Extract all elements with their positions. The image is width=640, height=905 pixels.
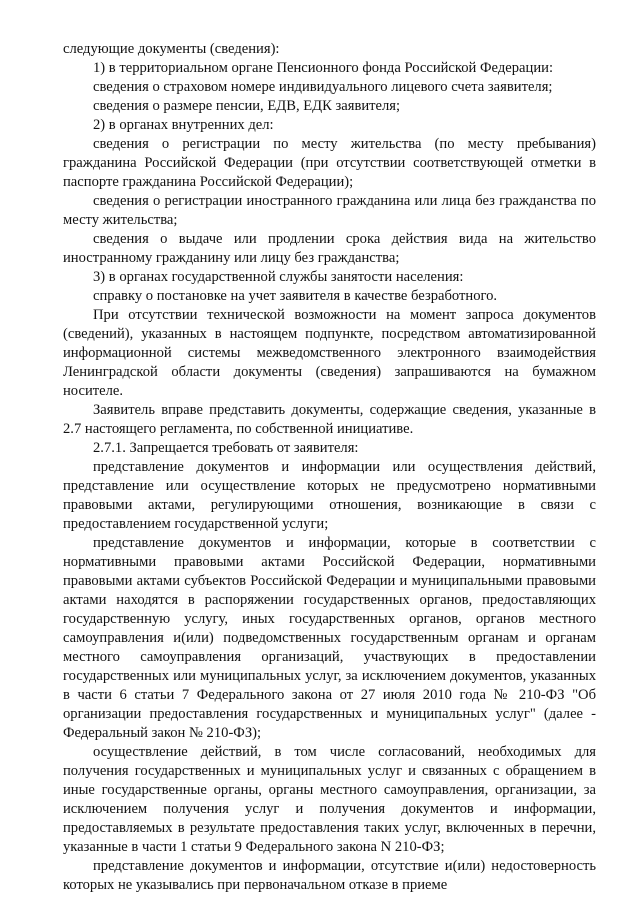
paragraph-prohibition-2: представление документов и информации, которые в соответствии с нормативными правовыми актами Российской Федерации, нормативными правовыми актами субъектов Российской Федерации и муниципальными правовыми актами находятся в распоряжении государственных органов, предоставляющих государственную услугу, иных государственных органов, органов местного самоуправления и(или) подведомственных государственным органам и органам местного самоуправления организаций, участвующих в предоставлении государственных или муниципальных услуг, за исключением документов, указанных в части 6 статьи 7 Федерального закона от 27 июля 2010 года № 210-ФЗ "Об организации предоставления государственных и муниципальных услуг" (далее - Федеральный закон № 210-ФЗ);: [63, 535, 596, 741]
paragraph-registration-foreign: сведения о регистрации иностранного гражданина или лица без гражданства по месту жительства;: [63, 193, 596, 228]
paragraph-unemployed-certificate: справку о постановке на учет заявителя в качестве безработного.: [93, 288, 498, 304]
paragraph-own-initiative: Заявитель вправе представить документы, содержащие сведения, указанные в 2.7 настоящего регламента, по собственной инициативе.: [63, 402, 596, 437]
paragraph-paper-request: При отсутствии технической возможности на момент запроса документов (сведений), указанных в настоящем подпункте, посредством автоматизированной информационной системы межведомственного электронного взаимодействия Ленинградской области документы (сведения) запрашиваются на бумажном носителе.: [63, 307, 596, 399]
paragraph-snils: сведения о страховом номере индивидуального лицевого счета заявителя;: [93, 79, 553, 95]
paragraph-section-2-7-1: 2.7.1. Запрещается требовать от заявителя:: [93, 440, 359, 456]
paragraph-residence-permit: сведения о выдаче или продлении срока действия вида на жительство иностранному гражданину или лицу без гражданства;: [63, 231, 596, 266]
paragraph-prohibition-3: осуществление действий, в том числе согласований, необходимых для получения государственных и муниципальных услуг и связанных с обращением в иные государственные органы, органы местного самоуправления, организации, за исключением получения услуг и получения документов и информации, предоставляемых в результате предоставления таких услуг, включенных в перечни, указанные в части 1 статьи 9 Федерального закона N 210-ФЗ;: [63, 744, 596, 855]
paragraph-registration-citizen: сведения о регистрации по месту жительства (по месту пребывания) гражданина Российской Федерации (при отсутствии соответствующей отметки в паспорте гражданина Российской Федерации);: [63, 136, 596, 190]
paragraph-internal-affairs: 2) в органах внутренних дел:: [93, 117, 274, 133]
document-page: [63, 40, 596, 895]
paragraph-prohibition-1: представление документов и информации или осуществления действий, представление или осуществление которых не предусмотрено нормативными правовыми актами, регулирующими отношения, возникающие в связи с предоставлением государственной услуги;: [63, 459, 596, 532]
paragraph-employment-service: 3) в органах государственной службы занятости населения:: [93, 269, 464, 285]
paragraph-pension-size: сведения о размере пенсии, ЕДВ, ЕДК заявителя;: [93, 98, 401, 114]
paragraph-prohibition-4: представление документов и информации, отсутствие и(или) недостоверность которых не указывались при первоначальном отказе в приеме: [63, 858, 596, 893]
paragraph-pension-fund: 1) в территориальном органе Пенсионного фонда Российской Федерации:: [93, 60, 553, 76]
paragraph-intro: следующие документы (сведения):: [63, 41, 280, 57]
